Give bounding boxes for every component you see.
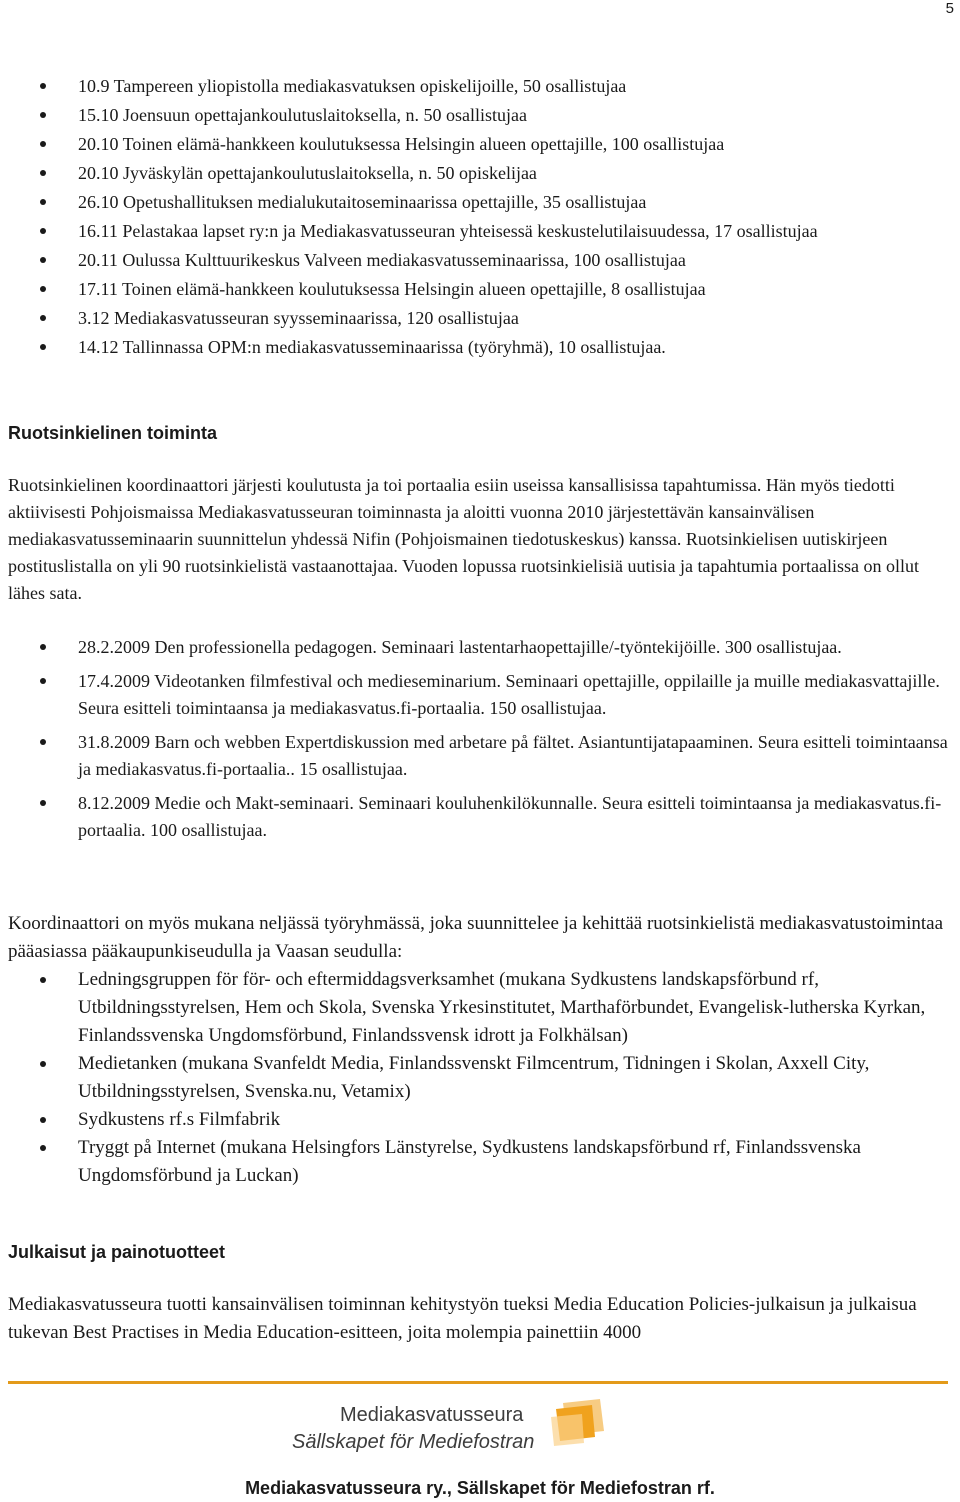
list-item: 17.4.2009 Videotanken filmfestival och medieseminarium. Seminaari opettajille, oppilaille ja muille mediakasvattajille. Seura esitteli toimintaansa ja mediakasvatus.fi-portaalia. 150 osallistujaa. — [8, 668, 958, 722]
list-item: Sydkustens rf.s Filmfabrik — [8, 1106, 958, 1134]
list-item: 10.9 Tampereen yliopistolla mediakasvatuksen opiskelijoille, 50 osallistujaa — [8, 72, 818, 101]
swedish-paragraph: Ruotsinkielinen koordinaattori järjesti koulutusta ja toi portaalia esiin useissa kansallisissa tapahtumissa. Hän myös tiedotti aktiivisesti Pohjoismaissa Mediakasvatusseuran toiminnasta ja aloitti vuonna 2010 järjestettävän kansainvälisen mediakasvatusseminaarin suunnittelun yhdessä Nifin (Pohjoismainen tiedotuskeskus) kanssa. Ruotsinkielisen uutiskirjeen postituslistalla on yli 90 ruotsinkielistä vastaanottajaa. Vuoden lopussa ruotsinkielisiä uutisia ja tapahtumia portaalissa on ollut lähes sata. — [8, 475, 919, 603]
list-item: 3.12 Mediakasvatusseuran syysseminaarissa, 120 osallistujaa — [8, 304, 818, 333]
list-item: 15.10 Joensuun opettajankoulutuslaitoksella, n. 50 osallistujaa — [8, 101, 818, 130]
footer-divider — [8, 1381, 948, 1384]
list-item: 8.12.2009 Medie och Makt-seminaari. Seminaari kouluhenkilökunnalle. Seura esitteli toimintaansa ja mediakasvatus.fi-portaalia. 100 osallistujaa. — [8, 790, 958, 844]
list-item: Medietanken (mukana Svanfeldt Media, Finlandssvenskt Filmcentrum, Tidningen i Skolan, Axxell City, Utbildningsstyrelsen, Svenska.nu, Vetamix) — [8, 1050, 958, 1106]
list-item: Tryggt på Internet (mukana Helsingfors Länstyrelse, Sydkustens landskapsförbund rf, Finlandssvenska Ungdomsförbund ja Luckan) — [8, 1134, 958, 1190]
list-item: 31.8.2009 Barn och webben Expertdiskussion med arbetare på fältet. Asiantuntijatapaaminen. Seura esitteli toimintaansa ja mediakasvatus.fi-portaalia.. 15 osallistujaa. — [8, 729, 958, 783]
footer-text: Mediakasvatusseura ry., Sällskapet för Mediefostran rf. — [245, 1478, 715, 1498]
list-item: 14.12 Tallinnassa OPM:n mediakasvatusseminaarissa (työryhmä), 10 osallistujaa. — [8, 333, 818, 362]
list-item: 26.10 Opetushallituksen medialukutaitoseminaarissa opettajille, 35 osallistujaa — [8, 188, 818, 217]
list-item: 16.11 Pelastakaa lapset ry:n ja Mediakasvatusseuran yhteisessä keskustelutilaisuudessa, 17 osallistujaa — [8, 217, 818, 246]
publications-paragraph: Mediakasvatusseura tuotti kansainvälisen toiminnan kehitystyön tueksi Media Education Policies-julkaisun ja julkaisua tukevan Best Practises in Media Education-esitteen, joita molempia painettiin 4000 — [8, 1294, 917, 1343]
page-number: 5 — [945, 0, 954, 17]
list-item: Ledningsgruppen för för- och eftermiddagsverksamhet (mukana Sydkustens landskapsförbund rf, Utbildningsstyrelsen, Hem och Skola, Svenska Yrkesinstitutet, Marthaförbundet, Evangelisk-lutherska Kyrkan, Finlandssvenska Ungdomsförbund, Finlandssvensk idrott ja Folkhälsan) — [8, 966, 958, 1050]
logo-text-finnish: Mediakasvatusseura — [340, 1404, 524, 1426]
logo-text-swedish: Sällskapet för Mediefostran — [292, 1431, 535, 1453]
events-list — [8, 72, 818, 362]
list-item: 28.2.2009 Den professionella pedagogen. Seminaari lastentarhaopettajille/-työntekijöille. 300 osallistujaa. — [8, 634, 958, 661]
coordinator-paragraph: Koordinaattori on myös mukana neljässä työryhmässä, joka suunnittelee ja kehittää ruotsinkielistä mediakasvatustoimintaa pääasiassa pääkaupunkiseudulla ja Vaasan seudulla: — [8, 913, 943, 962]
list-item: 20.10 Toinen elämä-hankkeen koulutuksessa Helsingin alueen opettajille, 100 osallistujaa — [8, 130, 818, 159]
list-item: 20.11 Oulussa Kulttuurikeskus Valveen mediakasvatusseminaarissa, 100 osallistujaa — [8, 246, 818, 275]
list-item: 17.11 Toinen elämä-hankkeen koulutuksessa Helsingin alueen opettajille, 8 osallistujaa — [8, 275, 818, 304]
list-item: 20.10 Jyväskylän opettajankoulutuslaitoksella, n. 50 opiskelijaa — [8, 159, 818, 188]
society-logo — [290, 1391, 620, 1465]
swedish-events-list — [8, 634, 958, 844]
logo-mark-icon — [551, 1399, 604, 1446]
working-groups-list — [8, 966, 958, 1190]
section-heading-swedish: Ruotsinkielinen toiminta — [8, 423, 218, 443]
section-heading-publications: Julkaisut ja painotuotteet — [8, 1242, 226, 1262]
